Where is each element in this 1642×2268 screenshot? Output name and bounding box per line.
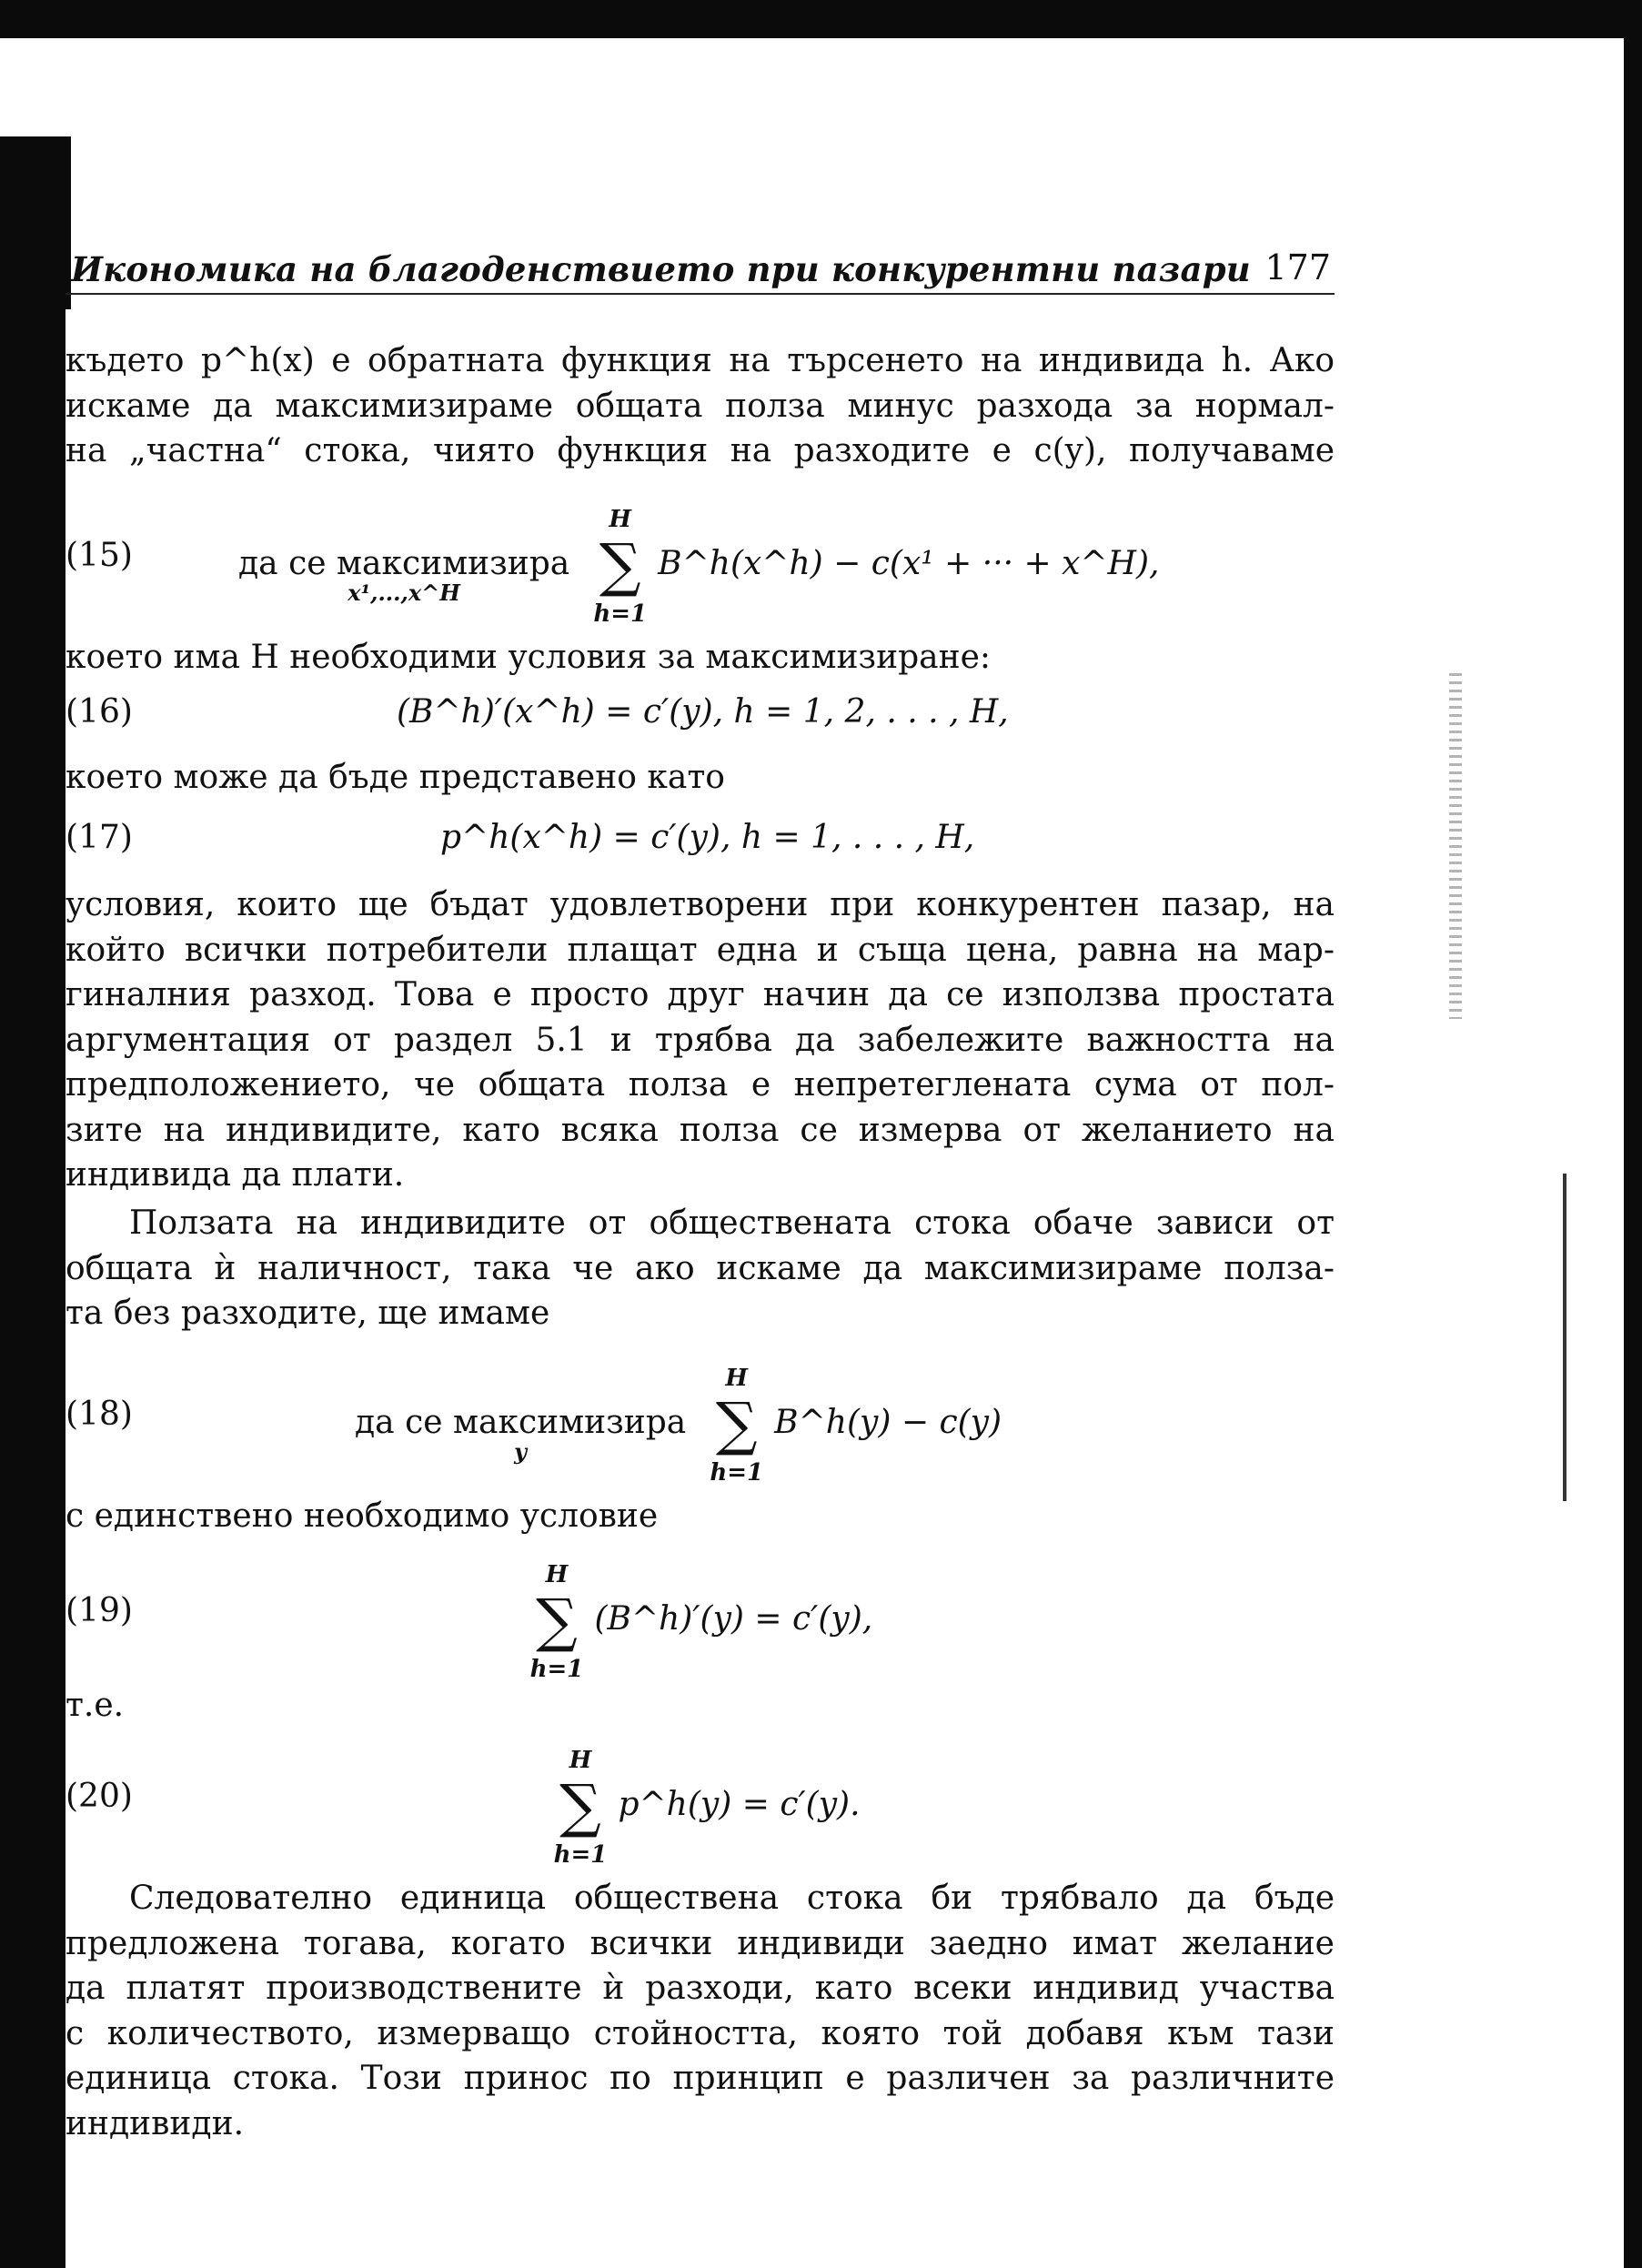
equation-expression: p^h(y) = c′(y). [618, 1786, 861, 1823]
sum-lower-limit: h=1 [529, 1656, 584, 1683]
equation-body [529, 1561, 873, 1683]
sum-operator [553, 1747, 608, 1869]
sum-operator [593, 506, 648, 628]
sum-operator [529, 1561, 584, 1683]
paragraph-line: което има H необходими условия за максимизиране: [65, 639, 991, 676]
equation-expression: (B^h)′(y) = c′(y), [594, 1600, 873, 1638]
paragraph-after-16 [65, 755, 1335, 801]
paragraph-1 [65, 338, 1335, 474]
paragraph-line: т.е. [65, 1687, 125, 1724]
scan-border-left-top [16, 136, 71, 309]
equation-body [553, 1747, 861, 1869]
equation-20 [65, 1747, 1335, 1869]
maximize-label: да се максимизира [355, 1404, 687, 1441]
page-number: 177 [1264, 247, 1331, 287]
sum-lower-limit: h=1 [710, 1459, 764, 1487]
paragraph-after-15 [65, 635, 1335, 680]
paragraph-line: искаме да максимизираме общата полза минус разхода за нормал- [65, 387, 1335, 425]
paragraph-after-19 [65, 1683, 1335, 1729]
equation-number: (15) [65, 537, 133, 574]
paragraph-line: да платят производствените ѝ разходи, като всеки индивид участва [65, 1970, 1335, 2007]
paragraph-line: предложена тогава, когато всички индивиди заедно имат желание [65, 1924, 1335, 1962]
sum-lower-limit: h=1 [553, 1841, 608, 1869]
maximize-variables: y [514, 1438, 528, 1465]
running-title: Икономика на благоденствието при конкурентни пазари [71, 249, 1251, 289]
paragraph-line: с единствено необходимо условие [65, 1497, 659, 1535]
sum-upper-limit: H [545, 1561, 569, 1588]
paragraph-line: условия, които ще бъдат удовлетворени при конкурентен пазар, на [65, 886, 1335, 923]
sum-upper-limit: H [725, 1365, 748, 1392]
paragraph-line: общата ѝ наличност, така че ако искаме да максимизираме полза- [65, 1249, 1335, 1287]
equation-body [238, 506, 1160, 628]
paragraph-line: което може да бъде представено като [65, 759, 725, 796]
sigma-icon: ∑ [559, 1773, 601, 1840]
paragraph-line: Ползата на индивидите от обществената стока обаче зависи от [129, 1205, 1335, 1242]
maximize-label: да се максимизира [238, 545, 570, 582]
sum-upper-limit: H [609, 506, 631, 533]
equation-expression: (B^h)′(x^h) = c′(y), h = 1, 2, . . . , H, [397, 693, 1009, 731]
equation-number: (19) [65, 1592, 133, 1629]
scan-border-right [1624, 0, 1642, 2268]
equation-number: (18) [65, 1396, 133, 1433]
equation-body [355, 1365, 1002, 1487]
sigma-icon: ∑ [599, 532, 641, 600]
equation-15 [65, 506, 1335, 628]
equation-expression: B^h(x^h) − c(x¹ + ··· + x^H), [658, 545, 1160, 582]
running-header [65, 246, 1335, 295]
paragraph-line: който всички потребители плащат една и съща цена, равна на мар- [65, 931, 1335, 969]
paragraph-line: гиналния разход. Това е просто друг начин да се използва простата [65, 976, 1335, 1013]
equation-18 [65, 1365, 1335, 1487]
paragraph-line: на „частна“ стока, чиято функция на разходите е c(y), получаваме [65, 432, 1335, 469]
equation-19 [65, 1561, 1335, 1683]
maximize-operator [355, 1404, 687, 1465]
paragraph-line: където p^h(x) е обратната функция на търсенето на индивида h. Ако [65, 342, 1335, 379]
scan-border-left [0, 136, 65, 2268]
paragraph-line: аргументация от раздел 5.1 и трябва да забележите важността на [65, 1021, 1335, 1059]
paragraph-line: та без разходите, ще имаме [65, 1295, 550, 1332]
maximize-variables: x¹,...,x^H [348, 580, 460, 606]
paragraph-line: Следователно единица обществена стока би трябвало да бъде [129, 1880, 1335, 1917]
equation-expression: p^h(x^h) = c′(y), h = 1, . . . , H, [440, 819, 975, 856]
equation-17 [65, 819, 1335, 864]
paragraph-line: с количеството, измерващо стойността, която той добавя към тази [65, 2014, 1335, 2052]
paragraph-line: предположението, че общата полза е непретеглената сума от пол- [65, 1066, 1335, 1104]
equation-number: (16) [65, 693, 133, 731]
paragraph-line: индивиди. [65, 2104, 245, 2142]
scan-speckle [1449, 673, 1462, 1019]
paragraph-3 [65, 1201, 1335, 1336]
sigma-icon: ∑ [715, 1391, 758, 1458]
equation-expression: B^h(y) − c(y) [774, 1404, 1002, 1441]
paragraph-2 [65, 882, 1335, 1198]
equation-16 [65, 693, 1335, 739]
equation-number: (20) [65, 1778, 133, 1815]
paragraph-4 [65, 1876, 1335, 2146]
paragraph-line: индивида да плати. [65, 1156, 405, 1194]
sum-lower-limit: h=1 [593, 600, 648, 628]
sum-upper-limit: H [569, 1747, 592, 1774]
paragraph-line: зите на индивидите, като всяка полза се измерва от желанието на [65, 1111, 1335, 1149]
sum-operator [710, 1365, 764, 1487]
sigma-icon: ∑ [536, 1588, 578, 1655]
scan-line-artifact [1563, 1174, 1566, 1501]
paragraph-after-18 [65, 1494, 1335, 1539]
maximize-operator [238, 545, 570, 606]
book-page [65, 0, 1335, 2268]
paragraph-line: единица стока. Този принос по принцип е различен за различните [65, 2060, 1335, 2097]
equation-number: (17) [65, 819, 133, 856]
